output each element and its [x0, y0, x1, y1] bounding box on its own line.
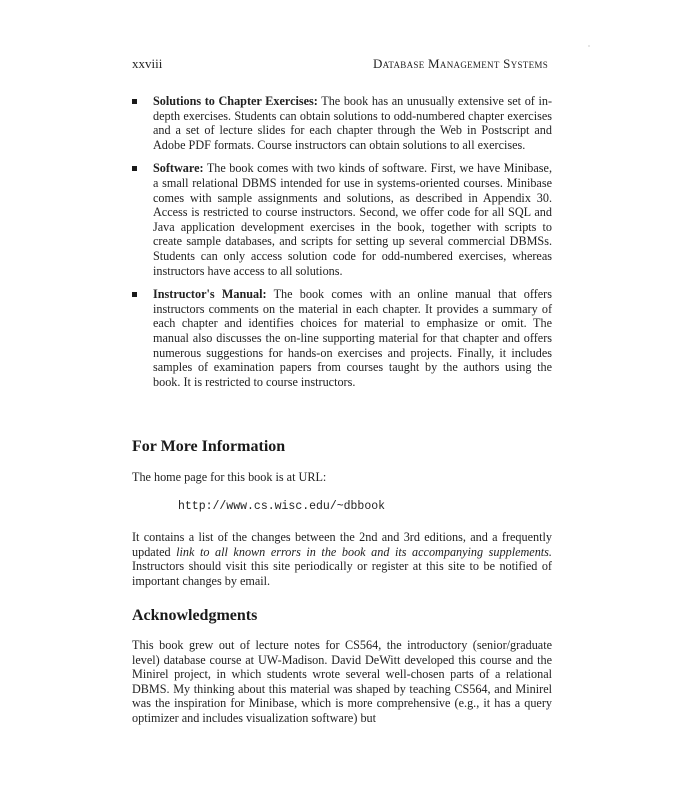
section-heading-acknowledgments: Acknowledgments: [132, 607, 258, 624]
more-info-text-end: Instructors should visit this site periodically or register at this site to be notified of important changes by email.: [132, 559, 552, 588]
list-item: [132, 94, 552, 152]
book-title: Database Management Systems: [372, 56, 548, 71]
page-number: xxviii: [132, 56, 163, 71]
bullet-text: The book has an unusually extensive set of in-depth exercises. Students can obtain solutions to odd-numbered chapter exercises and a set of lecture slides for each chapter through the Web in Postscript and Adobe PDF formats. Course instructors can obtain solutions to all exercises.: [153, 94, 553, 152]
acknowledgments-paragraph: This book grew out of lecture notes for CS564, the introductory (senior/graduate level) database course at UW-Madison. David DeWitt developed this course and the Minirel project, in which students wrote several well-chosen parts of a relational DBMS. My thinking about this material was shaped by teaching CS564, and Minirel was the inspiration for Minibase, which is more comprehensive (e.g., it has a query optimizer and includes visualization software) but: [132, 638, 552, 725]
list-item: [132, 161, 552, 278]
bullet-square-icon: [132, 166, 137, 171]
errata-link[interactable]: link to all known errors in the book and its accompanying supplements.: [176, 544, 552, 559]
running-header: [132, 56, 548, 74]
more-info-text-start: It contains a list of the changes between the 2nd and 3rd editions, and a frequently updated: [132, 530, 552, 559]
bullet-square-icon: [132, 99, 137, 104]
list-item: [132, 287, 552, 389]
bullet-square-icon: [132, 292, 137, 297]
scan-mark: [588, 45, 590, 47]
section-heading-more-info: For More Information: [132, 438, 286, 455]
bullet-text: The book comes with two kinds of software. First, we have Minibase, a small relational DBMS intended for use in systems-oriented courses. Minibase comes with sample assignments and solutions, as described in Appendix 30. Access is restricted to course instructors. Second, we offer code for all SQL and Java application development exercises in the book, together with scripts to create sample databases, and scripts for setting up several commercial DBMSs. Students can only access solution code for odd-numbered exercises, whereas instructors have access to all solutions.: [153, 161, 553, 278]
more-info-paragraph: [132, 530, 552, 588]
bullet-text: The book comes with an online manual that offers instructors comments on the material in each chapter. It provides a summary of each chapter and identifies choices for material to emphasize or omit. The manual also discusses the on-line supporting material for that chapter and offers numerous suggestions for hands-on exercises and projects. Finally, it includes samples of examination papers from courses taught by the authors using the book. It is restricted to course instructors.: [153, 287, 552, 389]
more-info-intro: The home page for this book is at URL:: [132, 470, 327, 484]
bullet-title: Software:: [153, 161, 204, 176]
bullet-title: Solutions to Chapter Exercises:: [153, 94, 318, 108]
book-url[interactable]: http://www.cs.wisc.edu/~dbbook: [178, 500, 386, 513]
bullet-title: Instructor's Manual:: [153, 287, 267, 302]
supplements-list: [132, 94, 552, 398]
